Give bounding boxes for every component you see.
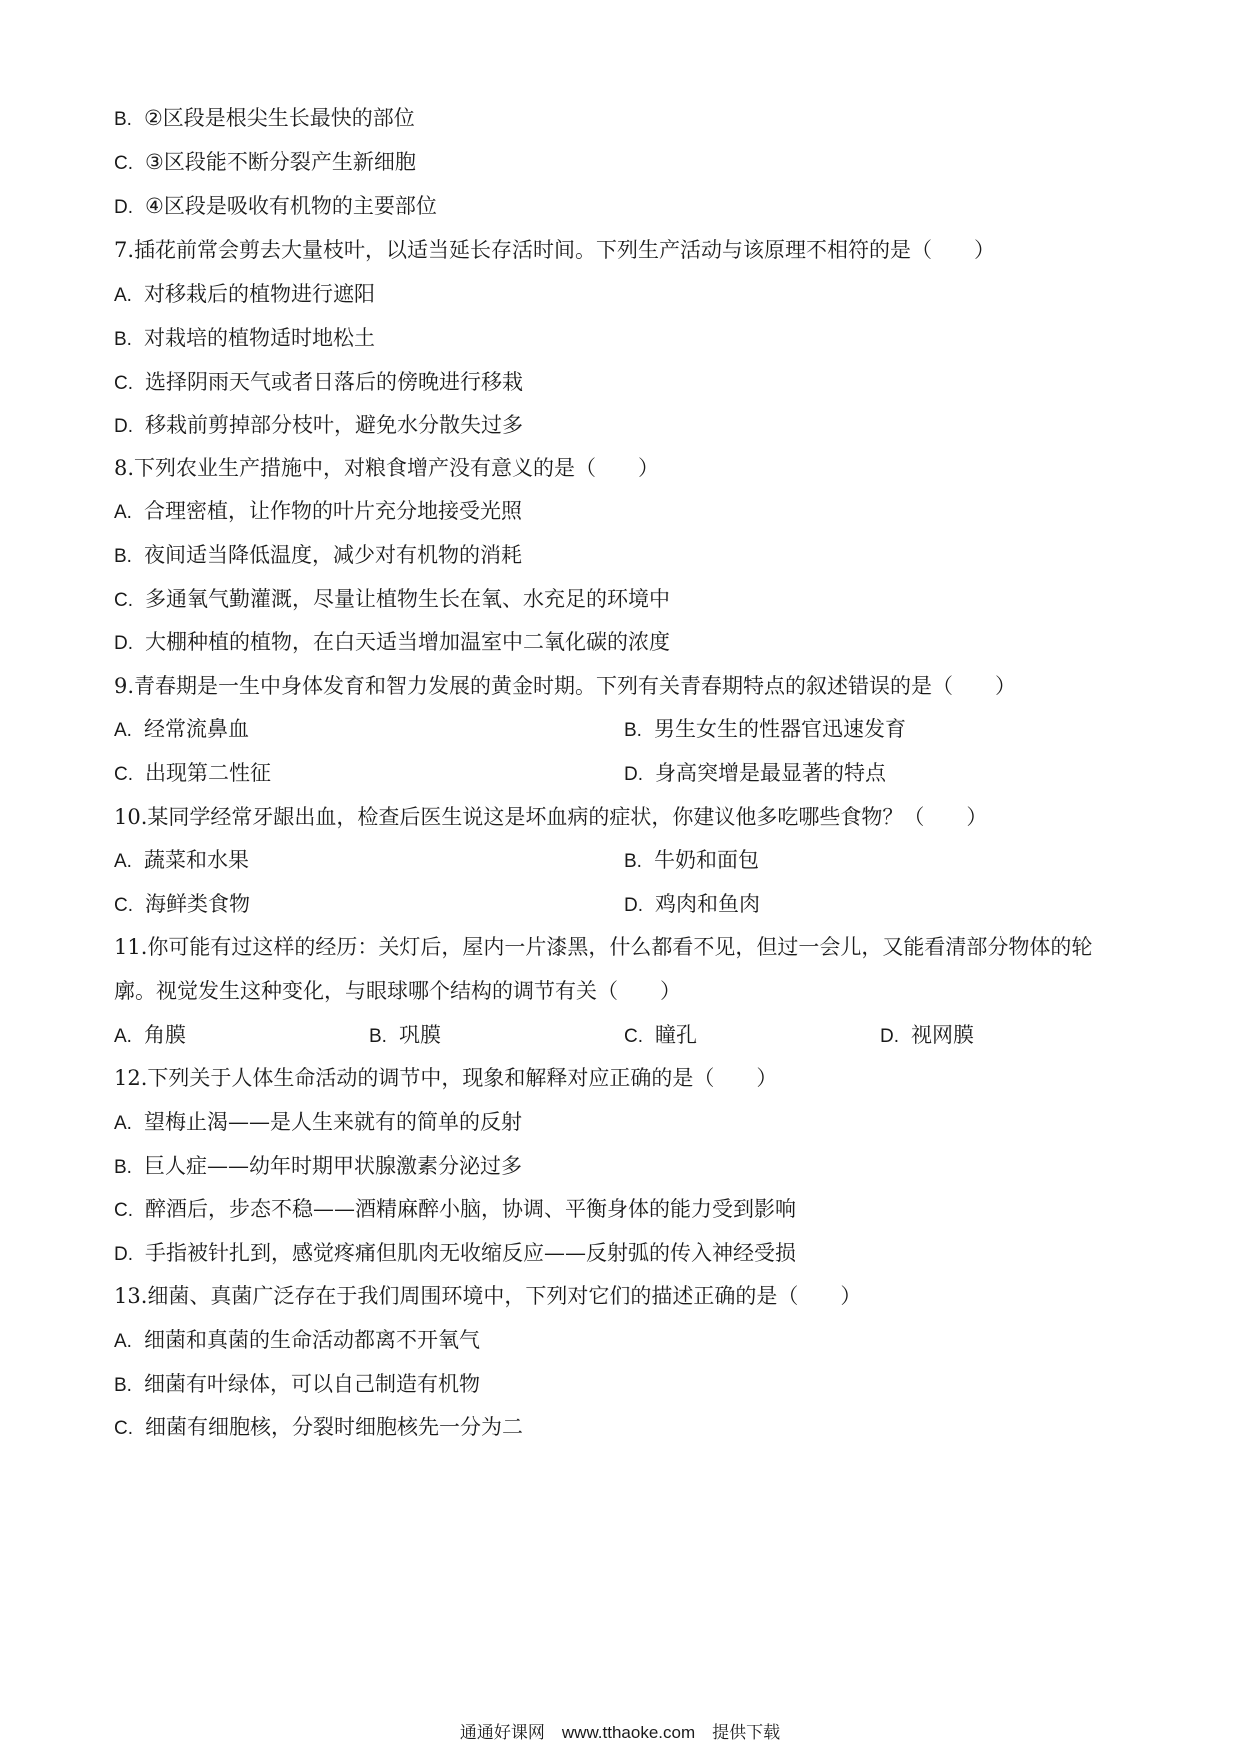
q11-option-b: B. 巩膜 — [369, 1023, 441, 1047]
q10-option-b: B. 牛奶和面包 — [624, 848, 759, 872]
question-11-stem-line1: 11.你可能有过这样的经历：关灯后，屋内一片漆黑，什么都看不见，但过一会儿，又能看清部分物体的轮 — [114, 935, 1093, 959]
q9-option-a: A. 经常流鼻血 — [114, 717, 249, 741]
q7-option-d: D. 移栽前剪掉部分枝叶，避免水分散失过多 — [114, 413, 523, 437]
q8-option-c: C. 多通氧气勤灌溉，尽量让植物生长在氧、水充足的环境中 — [114, 587, 670, 611]
q10-option-d: D. 鸡肉和鱼肉 — [624, 892, 760, 916]
option-d: D. ④区段是吸收有机物的主要部位 — [114, 194, 437, 218]
option-b: B. ②区段是根尖生长最快的部位 — [114, 106, 415, 130]
q13-option-c: C. 细菌有细胞核，分裂时细胞核先一分为二 — [114, 1415, 523, 1439]
q13-option-a: A. 细菌和真菌的生命活动都离不开氧气 — [114, 1328, 480, 1352]
q9-option-d: D. 身高突增是最显著的特点 — [624, 761, 886, 785]
q9-option-c: C. 出现第二性征 — [114, 761, 271, 785]
q12-option-c: C. 醉酒后，步态不稳——酒精麻醉小脑，协调、平衡身体的能力受到影响 — [114, 1197, 796, 1221]
q9-option-b: B. 男生女生的性器官迅速发育 — [624, 717, 906, 741]
question-8-stem: 8.下列农业生产措施中，对粮食增产没有意义的是（ ） — [114, 456, 660, 480]
q10-option-c: C. 海鲜类食物 — [114, 892, 250, 916]
q10-option-a: A. 蔬菜和水果 — [114, 848, 249, 872]
q8-option-a: A. 合理密植，让作物的叶片充分地接受光照 — [114, 499, 522, 523]
option-c: C. ③区段能不断分裂产生新细胞 — [114, 150, 416, 174]
question-12-stem: 12.下列关于人体生命活动的调节中，现象和解释对应正确的是（ ） — [114, 1066, 778, 1090]
question-13-stem: 13.细菌、真菌广泛存在于我们周围环境中，下列对它们的描述正确的是（ ） — [114, 1284, 862, 1308]
question-9-stem: 9.青春期是一生中身体发育和智力发展的黄金时期。下列有关青春期特点的叙述错误的是（ ） — [114, 674, 1017, 698]
question-11-stem-line2: 廓。视觉发生这种变化，与眼球哪个结构的调节有关（ ） — [114, 979, 681, 1003]
q11-option-d: D. 视网膜 — [880, 1023, 974, 1047]
q11-option-a: A. 角膜 — [114, 1023, 186, 1047]
q13-option-b: B. 细菌有叶绿体，可以自己制造有机物 — [114, 1372, 480, 1396]
q7-option-b: B. 对栽培的植物适时地松土 — [114, 326, 375, 350]
q12-option-a: A. 望梅止渴——是人生来就有的简单的反射 — [114, 1110, 522, 1134]
q11-option-c: C. 瞳孔 — [624, 1023, 697, 1047]
q8-option-b: B. 夜间适当降低温度，减少对有机物的消耗 — [114, 543, 522, 567]
question-7-stem: 7.插花前常会剪去大量枝叶，以适当延长存活时间。下列生产活动与该原理不相符的是（ ） — [114, 238, 996, 262]
q12-option-b: B. 巨人症——幼年时期甲状腺激素分泌过多 — [114, 1154, 522, 1178]
q7-option-c: C. 选择阴雨天气或者日落后的傍晚进行移栽 — [114, 370, 523, 394]
q7-option-a: A. 对移栽后的植物进行遮阳 — [114, 282, 375, 306]
page-footer: 通通好课网 www.tthaoke.com 提供下载 — [459, 1723, 781, 1742]
q12-option-d: D. 手指被针扎到，感觉疼痛但肌肉无收缩反应——反射弧的传入神经受损 — [114, 1241, 796, 1265]
question-10-stem: 10.某同学经常牙龈出血，检查后医生说这是坏血病的症状，你建议他多吃哪些食物？（ ） — [114, 805, 988, 829]
q8-option-d: D. 大棚种植的植物，在白天适当增加温室中二氧化碳的浓度 — [114, 630, 670, 654]
